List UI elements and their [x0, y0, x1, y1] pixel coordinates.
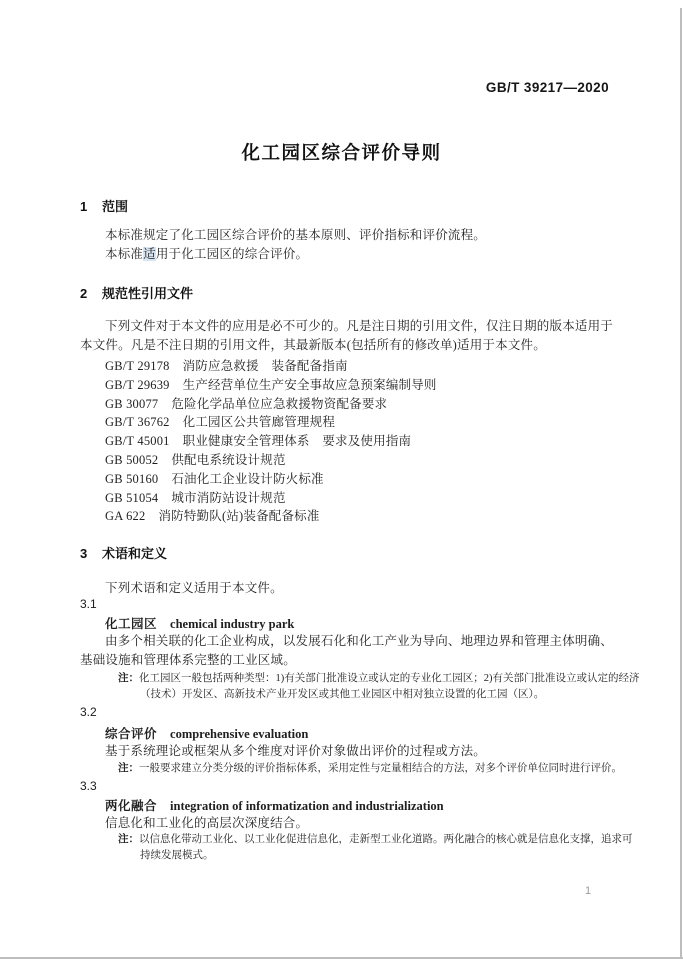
term-note [118, 761, 642, 777]
term-name-en: integration of informatization and industrialization [170, 799, 444, 813]
reference-item [105, 432, 624, 451]
reference-code: GB 30077 [105, 396, 159, 411]
term-line [105, 614, 294, 632]
section-2-heading [80, 283, 193, 302]
terms-intro: 下列术语和定义适用于本文件。 [105, 581, 283, 595]
reference-name: 消防特勤队(站)装备配备标准 [158, 509, 320, 524]
reference-name: 消防应急救援 装备配备指南 [182, 359, 348, 373]
term-definition: 由多个相关联的化工企业构成，以发展石化和化工产业为导向、地理边界和管理主体明确、基础设施和管理体系完整的工业区域。 [80, 634, 614, 668]
highlighted-character: 适 [143, 247, 156, 261]
term-definition: 信息化和工业化的高层次深度结合。 [105, 816, 309, 830]
reference-item [105, 451, 624, 470]
term-name-cjk: 两化融合 [105, 799, 158, 813]
references-list [80, 357, 624, 526]
reference-name: 生产经营单位生产安全事故应急预案编制导则 [182, 377, 437, 392]
term-name-en: chemical industry park [170, 617, 295, 631]
section-3-heading [80, 543, 167, 562]
scope-paragraph-1: 本标准规定了化工园区综合评价的基本原则、评价指标和评价流程。 [105, 228, 487, 242]
term-name-cjk: 化工园区 [105, 617, 158, 631]
reference-item [105, 413, 624, 432]
reference-item [105, 470, 624, 489]
reference-code: GB/T 29178 [105, 359, 170, 373]
note-text: 以信息化带动工业化、以工业化促进信息化，走新型工业化道路。两化融合的核心就是信息化支撑，追求可持续发展模式。 [139, 834, 633, 861]
note-label: 注： [118, 762, 139, 774]
scope-paragraph-2-pre: 本标准 [105, 247, 144, 261]
term-line [105, 796, 444, 814]
section-3-number: 3 [80, 546, 88, 561]
reference-item [105, 507, 624, 526]
term-name-en: comprehensive evaluation [170, 727, 309, 741]
scan-edge-right [680, 8, 682, 958]
term-entry-number: 3.1 [80, 597, 97, 611]
note-label: 注： [118, 833, 139, 845]
note-text: 化工园区一般包括两种类型：1)有关部门批准设立或认定的专业化工园区；2)有关部门批准设立或认定的经济（技术）开发区、高新技术产业开发区或其他工业园区中相对独立设置的化工园（区）。 [139, 673, 640, 700]
term-note [118, 832, 642, 863]
note-label: 注： [118, 672, 139, 684]
reference-code: GB/T 45001 [105, 434, 170, 449]
reference-name: 职业健康安全管理体系 要求及使用指南 [182, 434, 412, 449]
note-text: 一般要求建立分类分级的评价指标体系，采用定性与定量相结合的方法，对多个评价单位同时进行评价。 [139, 763, 622, 774]
references-intro: 下列文件对于本文件的应用是必不可少的。凡是注日期的引用文件，仅注日期的版本适用于本文件。凡是不注日期的引用文件，其最新版本(包括所有的修改单)适用于本文件。 [80, 319, 614, 353]
reference-code: GB/T 29639 [105, 377, 170, 392]
scope-paragraph-2 [80, 245, 624, 264]
term-definition: 基于系统理论或框架从多个维度对评价对象做出评价的过程或方法。 [105, 744, 487, 758]
reference-name: 城市消防站设计规范 [171, 490, 286, 505]
term-entry-number: 3.3 [80, 779, 97, 793]
scope-paragraph-2-post: 用于化工园区的综合评价。 [155, 247, 309, 261]
page-number: 1 [585, 885, 592, 897]
section-1-number: 1 [80, 199, 88, 214]
term-entry-number: 3.2 [80, 705, 97, 719]
term-note [118, 671, 642, 702]
reference-item [105, 376, 624, 395]
reference-code: GA 622 [105, 509, 146, 524]
term-line [105, 724, 308, 742]
section-1-title: 范围 [102, 199, 129, 214]
section-3-title: 术语和定义 [102, 546, 168, 561]
reference-item [105, 357, 624, 376]
reference-code: GB 50160 [105, 471, 159, 486]
standard-code: GB/T 39217—2020 [485, 80, 609, 95]
reference-code: GB 50052 [105, 452, 159, 467]
reference-code: GB/T 36762 [105, 415, 170, 430]
scan-edge-bottom [0, 957, 683, 959]
reference-item [105, 489, 624, 508]
reference-name: 危险化学品单位应急救援物资配备要求 [171, 396, 388, 411]
reference-name: 化工园区公共管廊管理规程 [182, 415, 336, 430]
reference-name: 供配电系统设计规范 [171, 452, 286, 467]
section-1-heading [80, 196, 128, 215]
reference-code: GB 51054 [105, 490, 159, 505]
section-2-number: 2 [80, 286, 88, 301]
section-2-title: 规范性引用文件 [102, 286, 194, 301]
reference-item [105, 395, 624, 414]
reference-name: 石油化工企业设计防火标准 [171, 471, 324, 486]
term-name-cjk: 综合评价 [105, 727, 158, 741]
document-title: 化工园区综合评价导则 [241, 142, 442, 163]
